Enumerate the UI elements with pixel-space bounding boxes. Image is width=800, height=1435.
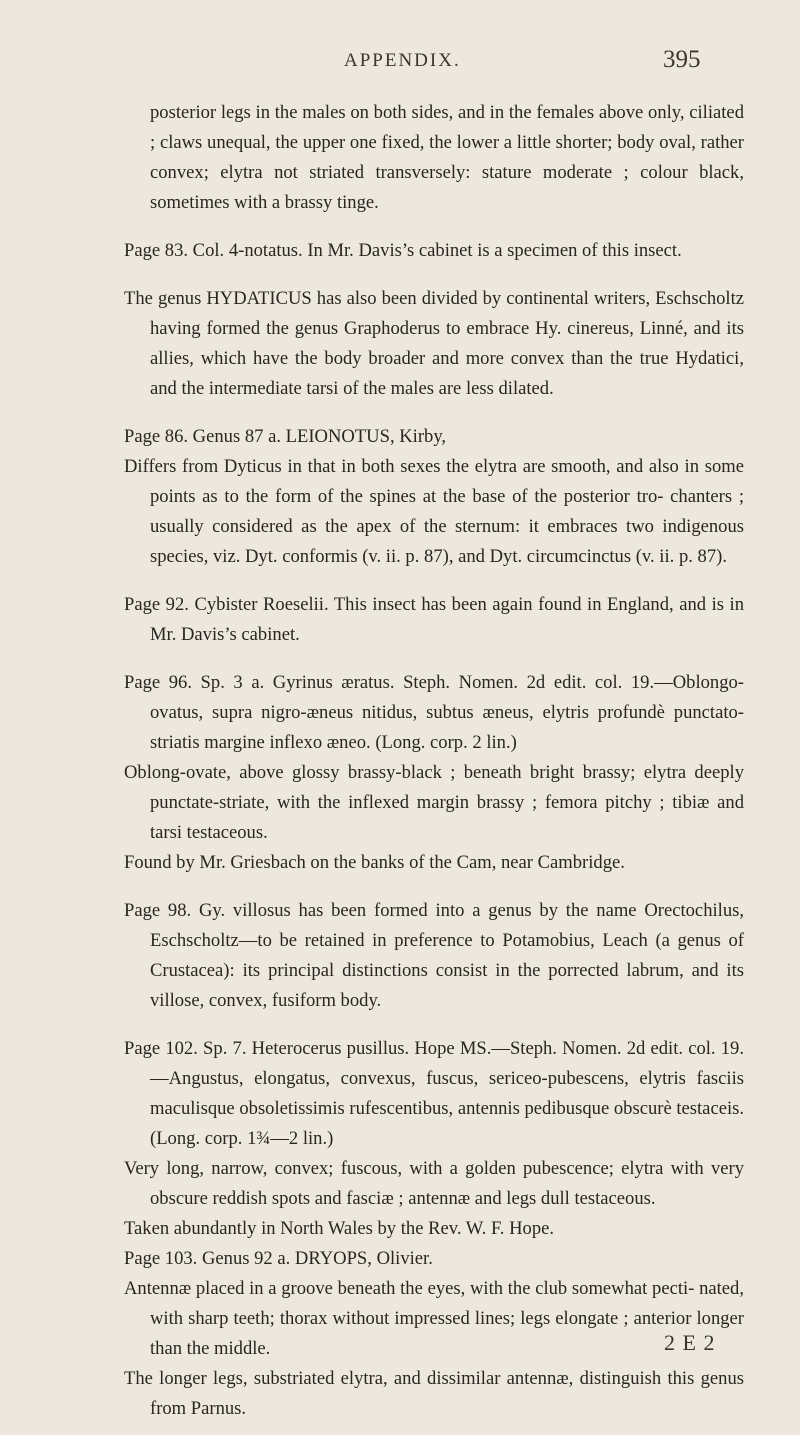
- paragraph-heterocerus-description: Very long, narrow, convex; fuscous, with a golden pubescence; elytra with very obscure reddish spots and fasciæ ; antennæ and legs dull testaceous.: [124, 1158, 744, 1209]
- paragraph-dryops-distinction: The longer legs, substriated elytra, and dissimilar antennæ, distinguish this genus from Parnus.: [124, 1368, 744, 1419]
- paragraph-leionotus: Differs from Dyticus in that in both sexes the elytra are smooth, and also in some points as to the form of the spines at the base of the posterior tro- chanters ; usually considered as the apex of the sternum: it embraces two indigenous species, viz. Dyt. conformis (v. ii. p. 87), and Dyt. circumcinctus (v. ii. p. 87).: [124, 456, 744, 567]
- paragraph-page-86-heading: Page 86. Genus 87 a. LEIONOTUS, Kirby,: [124, 426, 447, 447]
- paragraph-page-96: Page 96. Sp. 3 a. Gyrinus æratus. Steph. Nomen. 2d edit. col. 19.—Oblongo- ovatus, supra nigro-æneus nitidus, subtus æneus, elytris profundè punctato- striatis margine inflexo æneo. (Long. corp. 2 lin.): [124, 672, 744, 753]
- paragraph-dryops-antennae: Antennæ placed in a groove beneath the eyes, with the club somewhat pecti- nated, with sharp teeth; thorax without impressed lines; legs elongate ; anterior longer than the middle.: [124, 1278, 744, 1359]
- running-title: APPENDIX.: [344, 50, 461, 71]
- paragraph-continued: posterior legs in the males on both sides, and in the females above only, ciliated ; claws unequal, the upper one fixed, the lower a little shorter; body oval, rather convex; elytra not striated transversely: stature moderate ; colour black, sometimes with a brassy tinge.: [150, 102, 744, 213]
- paragraph-page-92: Page 92. Cybister Roeselii. This insect has been again found in England, and is in Mr. Davis’s cabinet.: [124, 594, 744, 645]
- paragraph-page-103-heading: Page 103. Genus 92 a. DRYOPS, Olivier.: [124, 1248, 433, 1269]
- signature-mark: 2 E 2: [664, 1330, 716, 1355]
- paragraph-page-98: Page 98. Gy. villosus has been formed into a genus by the name Orectochilus, Eschscholtz—to be retained in preference to Potamobius, Leach (a genus of Crustacea): its principal distinctions consist in the porrected labrum, and its villose, convex, fusiform body.: [124, 900, 744, 1011]
- paragraph-hydaticus: The genus HYDATICUS has also been divided by continental writers, Eschscholtz having formed the genus Graphoderus to embrace Hy. cinereus, Linné, and its allies, which have the body broader and more convex than the true Hydatici, and the intermediate tarsi of the males are less dilated.: [124, 288, 744, 399]
- paragraph-heterocerus-locality: Taken abundantly in North Wales by the Rev. W. F. Hope.: [124, 1218, 555, 1239]
- running-head: [0, 46, 800, 80]
- body-text: [124, 98, 744, 1424]
- paragraph-page-102: Page 102. Sp. 7. Heterocerus pusillus. Hope MS.—Steph. Nomen. 2d edit. col. 19.—Angustus, elongatus, convexus, fuscus, sericeo-pubescens, elytris fasciis maculisque obsoletissimis rufescentibus, antennis pedibusque obscurè testaceis. (Long. corp. 1¾—2 lin.): [124, 1038, 744, 1149]
- page-number: 395: [663, 46, 701, 73]
- paragraph-gyrinus-description: Oblong-ovate, above glossy brassy-black ; beneath bright brassy; elytra deeply punctate-striate, with the inflexed margin brassy ; femora pitchy ; tibiæ and tarsi testaceous.: [124, 762, 744, 843]
- paragraph-gyrinus-locality: Found by Mr. Griesbach on the banks of the Cam, near Cambridge.: [124, 852, 625, 873]
- paragraph-page-83: Page 83. Col. 4-notatus. In Mr. Davis’s cabinet is a specimen of this insect.: [124, 240, 682, 261]
